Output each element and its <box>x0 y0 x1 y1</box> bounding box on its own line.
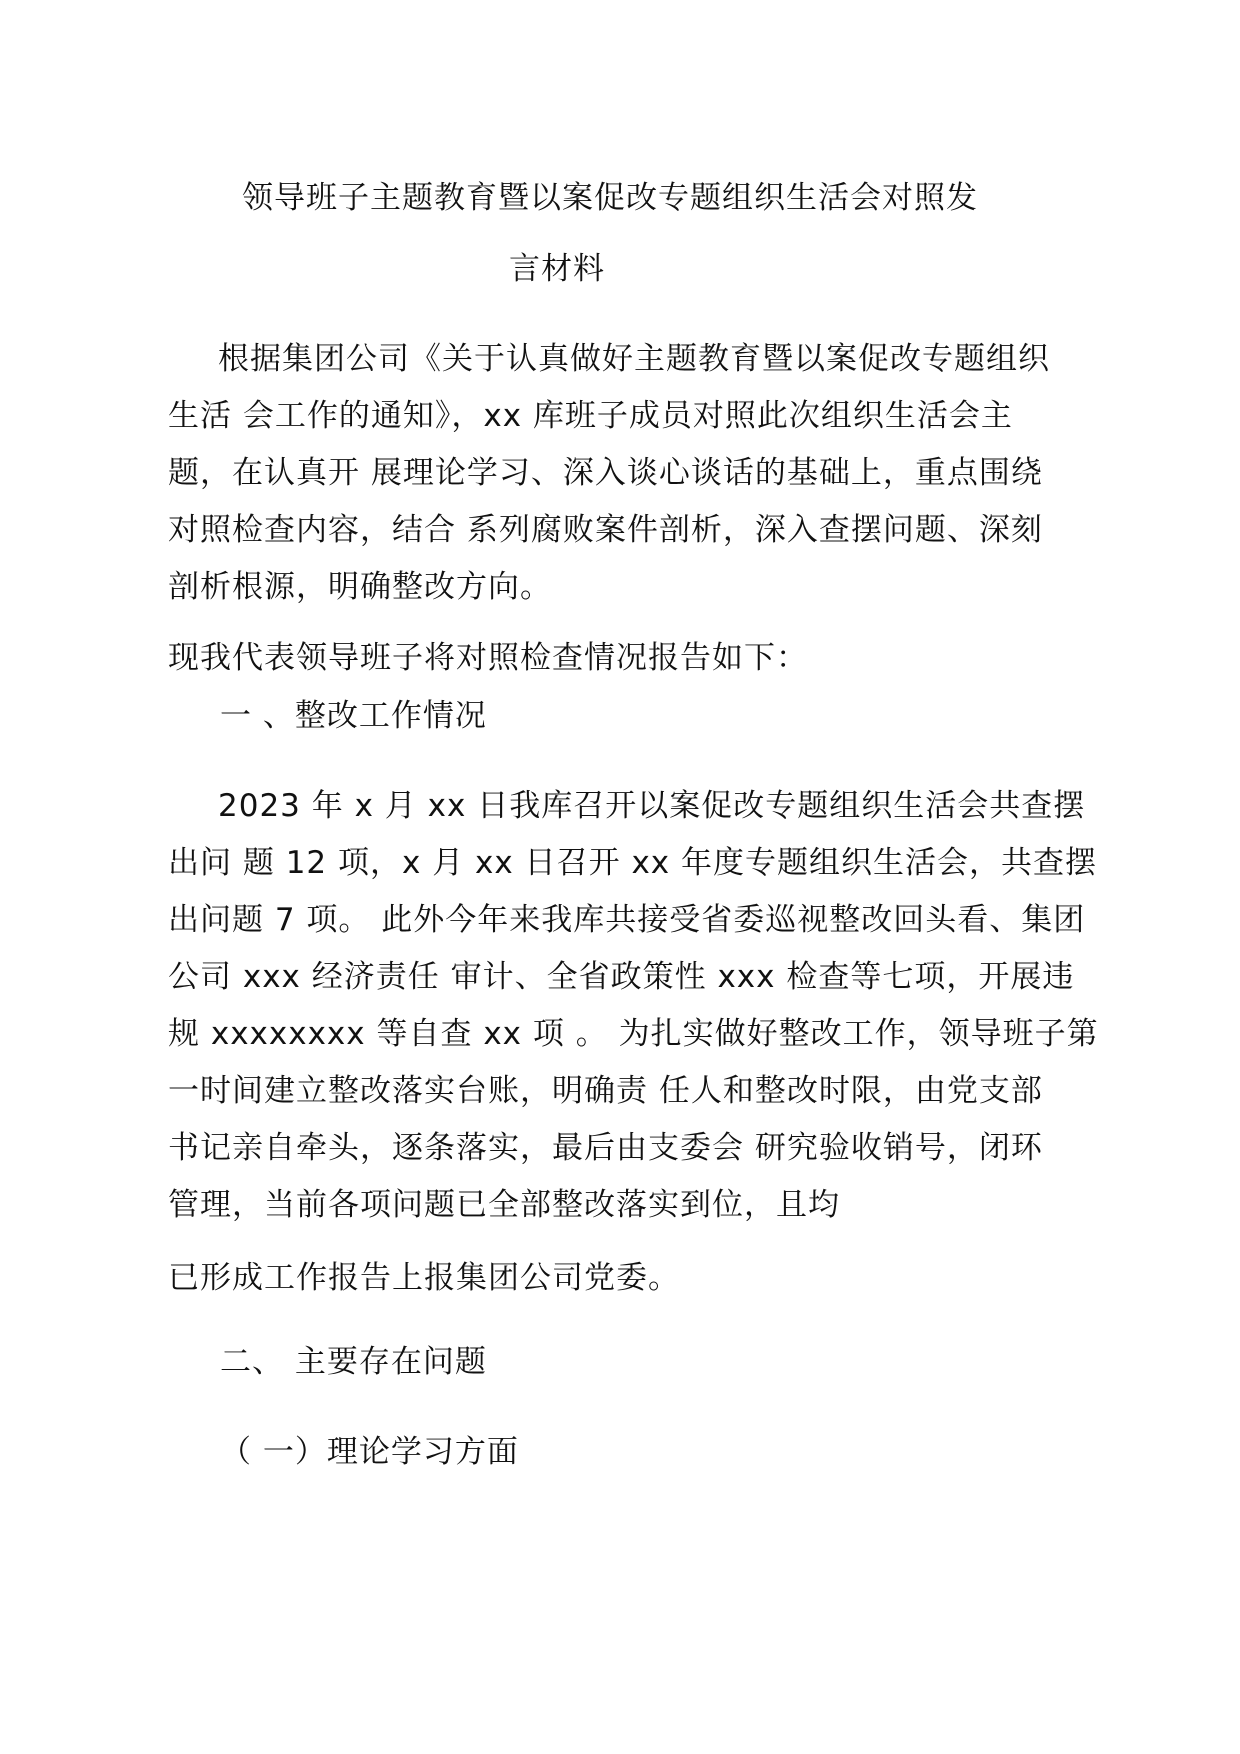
intro-line-1: 根据集团公司《关于认真做好主题教育暨以案促改专题组织 <box>218 341 1050 377</box>
intro-line-2: 生活 会工作的通知》，xx 库班子成员对照此次组织生活会主 <box>168 398 1013 434</box>
section-1-line-5: 规 xxxxxxxx 等自查 xx 项 。 为扎实做好整改工作，领导班子第 <box>168 1016 1099 1052</box>
intro-line-3: 题，在认真开 展理论学习、深入谈心谈话的基础上，重点围绕 <box>168 455 1043 491</box>
section-1-line-8: 管理，当前各项问题已全部整改落实到位，且均 <box>168 1187 840 1223</box>
section-1-closing: 已形成工作报告上报集团公司党委。 <box>168 1260 680 1296</box>
document-title-line-2: 言材料 <box>509 251 605 287</box>
section-2-heading: 二、 主要存在问题 <box>220 1344 487 1380</box>
intro-line-5: 剖析根源，明确整改方向。 <box>168 569 552 605</box>
section-1-line-1: 2023 年 x 月 xx 日我库召开以案促改专题组织生活会共查摆 <box>218 788 1086 824</box>
subsection-1-heading: （ 一）理论学习方面 <box>220 1434 519 1470</box>
document-title-line-1: 领导班子主题教育暨以案促改专题组织生活会对照发 <box>242 180 978 216</box>
section-1-line-6: 一时间建立整改落实台账，明确责 任人和整改时限，由党支部 <box>168 1073 1043 1109</box>
section-1-line-3: 出问题 7 项。 此外今年来我库共接受省委巡视整改回头看、集团 <box>168 902 1086 938</box>
intro-line-4: 对照检查内容，结合 系列腐败案件剖析，深入查摆问题、深刻 <box>168 512 1043 548</box>
report-intro-line: 现我代表领导班子将对照检查情况报告如下： <box>168 640 808 676</box>
section-1-line-2: 出问 题 12 项，x 月 xx 日召开 xx 年度专题组织生活会，共查摆 <box>168 845 1098 881</box>
section-1-line-4: 公司 xxx 经济责任 审计、全省政策性 xxx 检查等七项，开展违 <box>168 959 1075 995</box>
section-1-line-7: 书记亲自牵头，逐条落实，最后由支委会 研究验收销号，闭环 <box>168 1130 1043 1166</box>
section-1-heading: 一 、整改工作情况 <box>220 698 487 734</box>
